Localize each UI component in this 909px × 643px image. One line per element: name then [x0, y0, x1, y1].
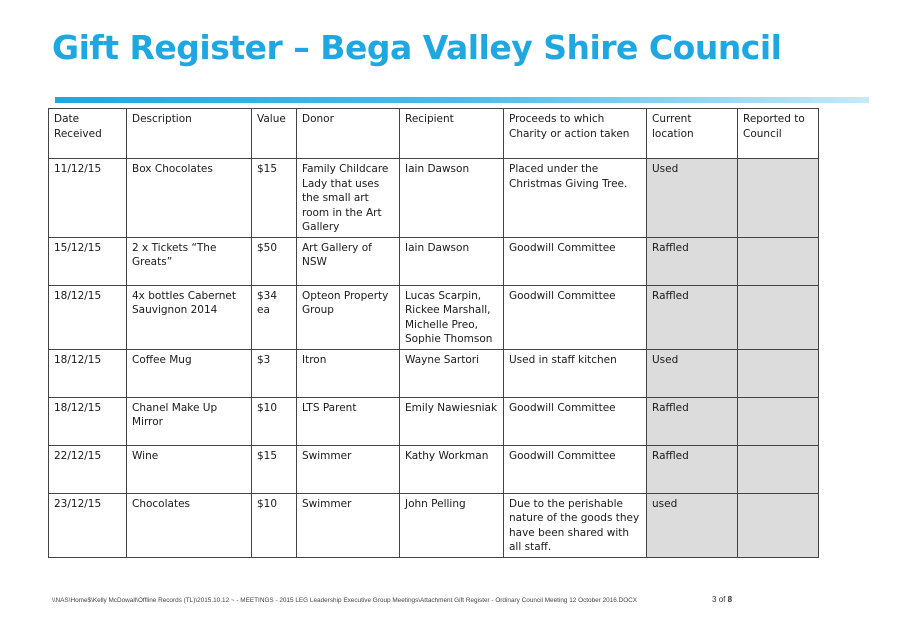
cell-recipient: Kathy Workman — [400, 445, 504, 493]
cell-recipient: Iain Dawson — [400, 159, 504, 238]
cell-reported-to-council — [738, 285, 819, 349]
cell-description: 4x bottles Cabernet Sauvignon 2014 — [127, 285, 252, 349]
header-donor: Donor — [297, 109, 400, 159]
cell-current-location: Raffled — [647, 445, 738, 493]
cell-current-location: used — [647, 493, 738, 557]
cell-recipient: John Pelling — [400, 493, 504, 557]
cell-description: Wine — [127, 445, 252, 493]
page-number — [712, 595, 732, 604]
cell-current-location: Raffled — [647, 285, 738, 349]
cell-proceeds: Placed under the Christmas Giving Tree. — [504, 159, 647, 238]
header-value: Value — [252, 109, 297, 159]
table-row — [49, 445, 819, 493]
cell-donor: Swimmer — [297, 493, 400, 557]
gift-register-table — [48, 108, 819, 558]
table-row — [49, 397, 819, 445]
cell-value: $15 — [252, 159, 297, 238]
cell-proceeds: Goodwill Committee — [504, 237, 647, 285]
cell-value: $50 — [252, 237, 297, 285]
cell-description: Chocolates — [127, 493, 252, 557]
table-row — [49, 493, 819, 557]
cell-reported-to-council — [738, 397, 819, 445]
cell-proceeds: Goodwill Committee — [504, 397, 647, 445]
cell-value: $10 — [252, 493, 297, 557]
cell-donor: LTS Parent — [297, 397, 400, 445]
cell-donor: Art Gallery of NSW — [297, 237, 400, 285]
cell-current-location: Used — [647, 159, 738, 238]
header-recipient: Recipient — [400, 109, 504, 159]
cell-date: 11/12/15 — [49, 159, 127, 238]
page-current: 3 — [712, 595, 717, 604]
cell-reported-to-council — [738, 159, 819, 238]
cell-description: Box Chocolates — [127, 159, 252, 238]
cell-donor: Itron — [297, 349, 400, 397]
cell-proceeds: Goodwill Committee — [504, 445, 647, 493]
cell-value: $34 ea — [252, 285, 297, 349]
cell-description: Chanel Make Up Mirror — [127, 397, 252, 445]
cell-description: 2 x Tickets “The Greats” — [127, 237, 252, 285]
cell-proceeds: Due to the perishable nature of the goods they have been shared with all staff. — [504, 493, 647, 557]
cell-recipient: Lucas Scarpin, Rickee Marshall, Michelle Preo, Sophie Thomson — [400, 285, 504, 349]
cell-proceeds: Goodwill Committee — [504, 285, 647, 349]
header-date-received: Date Received — [49, 109, 127, 159]
cell-value: $10 — [252, 397, 297, 445]
cell-recipient: Iain Dawson — [400, 237, 504, 285]
cell-date: 18/12/15 — [49, 349, 127, 397]
cell-value: $3 — [252, 349, 297, 397]
page-title: Gift Register – Bega Valley Shire Council — [52, 28, 782, 67]
cell-current-location: Raffled — [647, 397, 738, 445]
table-row — [49, 349, 819, 397]
cell-reported-to-council — [738, 493, 819, 557]
cell-current-location: Used — [647, 349, 738, 397]
page-total: 8 — [727, 595, 733, 604]
cell-reported-to-council — [738, 237, 819, 285]
footer-file-path: \\NAS\Home$\Kelly McDowall\Offline Records (TL)\2015.10.12 ~ - MEETINGS - 2015 LEG Leadership Executive Group Meetings\Attachment Gift Register - Ordinary Council Meeting 12 October 2016.DOCX — [52, 597, 638, 604]
header-description: Description — [127, 109, 252, 159]
cell-date: 22/12/15 — [49, 445, 127, 493]
cell-date: 23/12/15 — [49, 493, 127, 557]
cell-donor: Family Childcare Lady that uses the small art room in the Art Gallery — [297, 159, 400, 238]
cell-date: 15/12/15 — [49, 237, 127, 285]
header-reported-to-council: Reported to Council — [738, 109, 819, 159]
cell-reported-to-council — [738, 445, 819, 493]
cell-proceeds: Used in staff kitchen — [504, 349, 647, 397]
table-row — [49, 159, 819, 238]
table-row — [49, 237, 819, 285]
header-current-location: Current location — [647, 109, 738, 159]
header-proceeds: Proceeds to which Charity or action taken — [504, 109, 647, 159]
table-row — [49, 285, 819, 349]
cell-donor: Opteon Property Group — [297, 285, 400, 349]
page-of-label: of — [718, 595, 726, 604]
header-row — [49, 109, 819, 159]
cell-current-location: Raffled — [647, 237, 738, 285]
cell-description: Coffee Mug — [127, 349, 252, 397]
cell-date: 18/12/15 — [49, 285, 127, 349]
cell-recipient: Wayne Sartori — [400, 349, 504, 397]
cell-date: 18/12/15 — [49, 397, 127, 445]
cell-reported-to-council — [738, 349, 819, 397]
title-rule — [55, 97, 869, 103]
cell-value: $15 — [252, 445, 297, 493]
cell-recipient: Emily Nawiesniak — [400, 397, 504, 445]
cell-donor: Swimmer — [297, 445, 400, 493]
